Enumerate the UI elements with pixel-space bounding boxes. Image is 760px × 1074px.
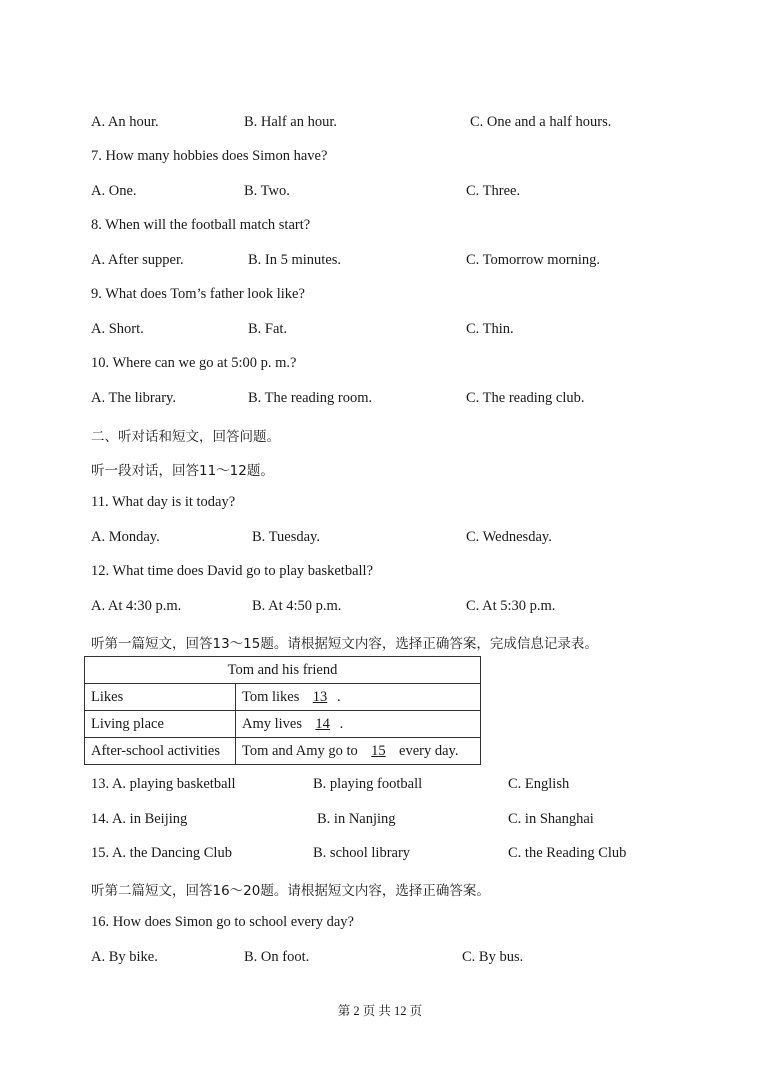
row-label: Living place: [85, 711, 236, 738]
answer-option[interactable]: B. At 4:50 p.m.: [252, 598, 342, 614]
question-text: 7. How many hobbies does Simon have?: [91, 148, 328, 164]
answer-option[interactable]: A. After supper.: [91, 252, 184, 268]
answer-option[interactable]: B. Half an hour.: [244, 114, 338, 130]
answer-option[interactable]: B. in Nanjing: [317, 811, 396, 827]
question-text: 8. When will the football match start?: [91, 217, 311, 233]
answer-option[interactable]: C. Wednesday.: [466, 529, 552, 545]
answer-option[interactable]: A. An hour.: [91, 114, 159, 130]
answer-option[interactable]: 14. A. in Beijing: [91, 811, 188, 827]
row-label: Likes: [85, 684, 236, 711]
answer-option[interactable]: C. By bus.: [462, 949, 524, 965]
answer-option[interactable]: B. In 5 minutes.: [248, 252, 342, 268]
answer-option[interactable]: C. the Reading Club: [508, 845, 627, 861]
question-text: 11. What day is it today?: [91, 494, 236, 510]
table-row: [85, 738, 481, 765]
answer-option[interactable]: C. in Shanghai: [508, 811, 594, 827]
row-value: Amy lives 14 .: [236, 711, 481, 738]
answer-option[interactable]: B. playing football: [313, 776, 423, 792]
answer-option[interactable]: C. At 5:30 p.m.: [466, 598, 556, 614]
answer-blank[interactable]: 14: [315, 715, 330, 732]
question-text: 12. What time does David go to play basketball?: [91, 563, 374, 579]
answer-blank[interactable]: 15: [371, 742, 386, 759]
answer-option[interactable]: B. On foot.: [244, 949, 310, 965]
answer-option[interactable]: C. English: [508, 776, 570, 792]
answer-option[interactable]: A. At 4:30 p.m.: [91, 598, 182, 614]
answer-option[interactable]: A. The library.: [91, 390, 176, 406]
page-footer: 第 2 页 共 12 页: [337, 1004, 423, 1018]
answer-option[interactable]: A. Monday.: [91, 529, 160, 545]
answer-option[interactable]: 13. A. playing basketball: [91, 776, 236, 792]
answer-option[interactable]: B. school library: [313, 845, 411, 861]
table-row: [85, 684, 481, 711]
section-instruction: 二、听对话和短文，回答问题。: [91, 429, 280, 445]
question-text: 9. What does Tom’s father look like?: [91, 286, 305, 302]
question-text: 10. Where can we go at 5:00 p. m.?: [91, 355, 297, 371]
row-value: Tom and Amy go to 15 every day.: [236, 738, 481, 765]
table-title: Tom and his friend: [85, 657, 481, 684]
answer-option[interactable]: B. The reading room.: [248, 390, 373, 406]
section-instruction: 听第二篇短文，回答16～20题。请根据短文内容，选择正确答案。: [91, 883, 490, 899]
answer-option[interactable]: B. Two.: [244, 183, 290, 199]
question-text: 16. How does Simon go to school every day?: [91, 914, 354, 930]
answer-blank[interactable]: 13: [312, 688, 328, 705]
answer-option[interactable]: C. Tomorrow morning.: [466, 252, 601, 268]
answer-option[interactable]: B. Tuesday.: [252, 529, 320, 545]
section-instruction: 听第一篇短文，回答13～15题。请根据短文内容，选择正确答案，完成信息记录表。: [91, 636, 598, 652]
answer-option[interactable]: A. One.: [91, 183, 137, 199]
answer-option[interactable]: C. Thin.: [466, 321, 514, 337]
table-row: [85, 711, 481, 738]
info-record-table: [84, 656, 481, 765]
answer-option[interactable]: A. Short.: [91, 321, 144, 337]
answer-option[interactable]: B. Fat.: [248, 321, 288, 337]
answer-option[interactable]: C. Three.: [466, 183, 521, 199]
section-instruction: 听一段对话，回答11～12题。: [91, 463, 274, 479]
answer-option[interactable]: 15. A. the Dancing Club: [91, 845, 232, 861]
answer-option[interactable]: C. The reading club.: [466, 390, 585, 406]
answer-option[interactable]: A. By bike.: [91, 949, 158, 965]
row-label: After-school activities: [85, 738, 236, 765]
answer-option[interactable]: C. One and a half hours.: [470, 114, 612, 130]
row-value: Tom likes 13 .: [236, 684, 481, 711]
